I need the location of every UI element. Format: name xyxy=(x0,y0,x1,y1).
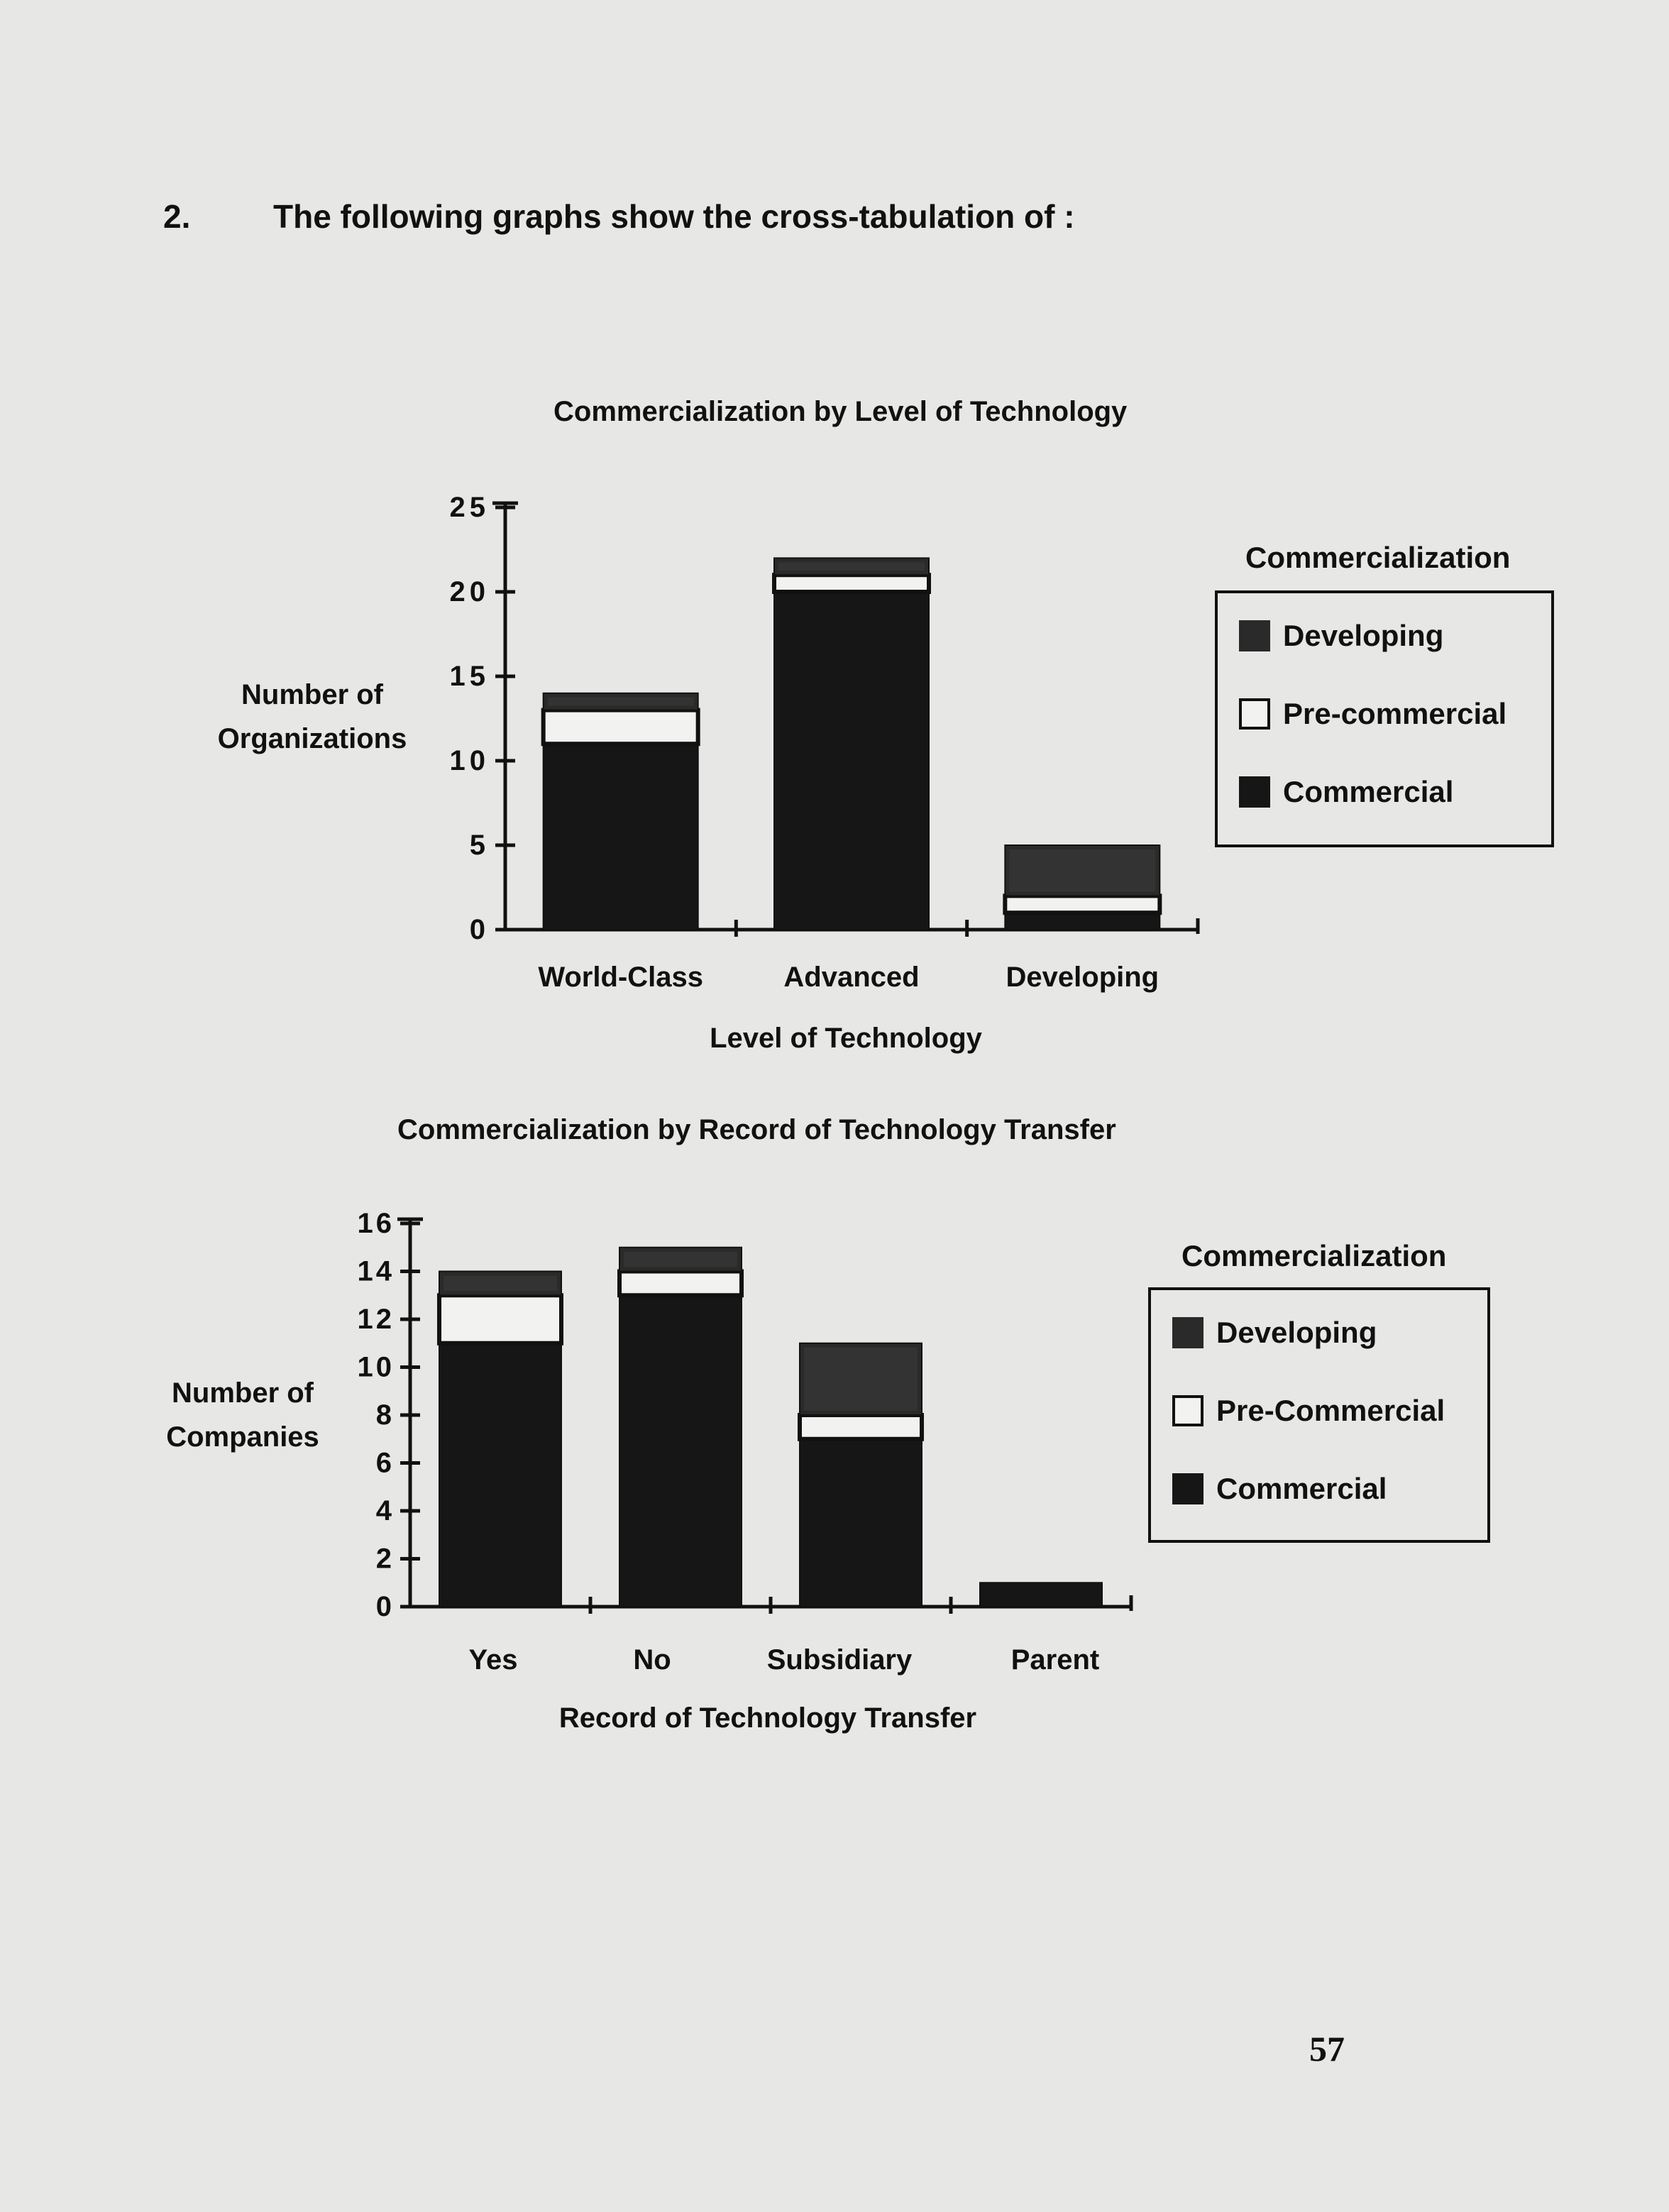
x-tick-label-world-class: World-Class xyxy=(538,962,703,993)
y-tick-label: 4 xyxy=(375,1495,395,1526)
chart1-legend-item-developing xyxy=(1239,619,1443,653)
bar-developing-commercial xyxy=(1005,913,1160,930)
bar-texture-no xyxy=(624,1252,737,1267)
y-axis-label-line2: Companies xyxy=(166,1421,319,1453)
x-tick-label-no: No xyxy=(633,1644,671,1675)
commercial-swatch-icon xyxy=(1172,1473,1203,1504)
chart2-legend-item-developing xyxy=(1172,1316,1377,1350)
chart1-title: Commercialization by Level of Technology xyxy=(553,396,1128,427)
bar-no-commercial xyxy=(619,1295,742,1607)
chart1-legend-label: Developing xyxy=(1283,619,1444,652)
pre-commercial-swatch-icon xyxy=(1239,698,1270,730)
y-tick-label: 0 xyxy=(375,1591,395,1622)
y-tick-label: 5 xyxy=(469,830,490,861)
bar-texture-developing xyxy=(1009,849,1155,891)
chart2-legend-item-pre-commercial xyxy=(1172,1394,1445,1428)
x-tick-label-advanced: Advanced xyxy=(783,962,920,993)
x-tick-label-parent: Parent xyxy=(1010,1644,1100,1675)
bar-developing-pre-commercial xyxy=(1005,896,1160,913)
commercial-swatch-icon xyxy=(1239,776,1270,808)
y-tick-label: 8 xyxy=(375,1399,395,1431)
y-axis-label-line1: Number of xyxy=(241,679,383,710)
y-tick-label: 14 xyxy=(357,1255,395,1287)
y-tick-label: 12 xyxy=(357,1304,395,1335)
chart2-legend-title: Commercialization xyxy=(1181,1239,1447,1272)
page-number: 57 xyxy=(1309,2029,1345,2069)
y-axis-label-line2: Organizations xyxy=(217,723,407,754)
chart2-legend-label: Commercial xyxy=(1216,1472,1387,1505)
y-tick-label: 0 xyxy=(469,914,490,945)
y-axis-label-line1: Number of xyxy=(172,1377,314,1409)
developing-swatch-icon xyxy=(1172,1317,1203,1348)
bar-subsidiary-pre-commercial xyxy=(800,1415,922,1439)
x-axis-label: Record of Technology Transfer xyxy=(558,1702,977,1734)
x-axis-label: Level of Technology xyxy=(710,1023,982,1054)
pre-commercial-swatch-icon xyxy=(1172,1395,1203,1426)
chart2-legend-label: Pre-Commercial xyxy=(1216,1394,1445,1427)
y-tick-label: 16 xyxy=(357,1208,395,1239)
x-tick-label-developing: Developing xyxy=(1006,962,1160,993)
chart2-legend-label: Developing xyxy=(1216,1316,1377,1349)
chart2-legend xyxy=(1148,1287,1490,1543)
chart1-legend-title: Commercialization xyxy=(1245,541,1511,574)
chart1-legend-label: Pre-commercial xyxy=(1283,697,1507,730)
page-heading: The following graphs show the cross-tabulation of : xyxy=(273,198,1075,235)
bar-world-class-pre-commercial xyxy=(544,710,698,744)
bar-texture-world-class xyxy=(548,698,694,706)
chart1-legend-item-pre-commercial xyxy=(1239,697,1506,731)
bar-parent-commercial xyxy=(980,1583,1102,1607)
chart1-legend xyxy=(1215,590,1554,847)
chart2-legend-item-commercial xyxy=(1172,1472,1387,1506)
chart1-legend-label: Commercial xyxy=(1283,775,1454,808)
y-tick-label: 10 xyxy=(357,1351,395,1383)
developing-swatch-icon xyxy=(1239,620,1270,651)
y-tick-label: 2 xyxy=(375,1543,395,1575)
bar-texture-subsidiary xyxy=(804,1348,918,1411)
chart2-title: Commercialization by Record of Technology Transfer xyxy=(397,1114,1116,1145)
bar-no-pre-commercial xyxy=(619,1272,742,1296)
bar-texture-yes xyxy=(444,1276,557,1292)
bar-yes-commercial xyxy=(439,1343,561,1607)
y-tick-label: 6 xyxy=(375,1447,395,1479)
x-tick-label-subsidiary: Subsidiary xyxy=(766,1644,913,1675)
bar-advanced-commercial xyxy=(774,592,929,930)
bar-advanced-pre-commercial xyxy=(774,575,929,592)
x-tick-label-yes: Yes xyxy=(468,1644,518,1675)
y-tick-label: 15 xyxy=(449,661,490,692)
bar-subsidiary-commercial xyxy=(800,1439,922,1607)
bar-texture-advanced xyxy=(778,562,925,571)
y-tick-label: 20 xyxy=(449,576,490,607)
chart1-legend-item-commercial xyxy=(1239,775,1453,809)
bar-world-class-commercial xyxy=(544,744,698,930)
section-number: 2. xyxy=(163,198,191,235)
bar-yes-pre-commercial xyxy=(439,1295,561,1343)
y-tick-label: 25 xyxy=(449,492,490,523)
y-tick-label: 10 xyxy=(449,745,490,776)
